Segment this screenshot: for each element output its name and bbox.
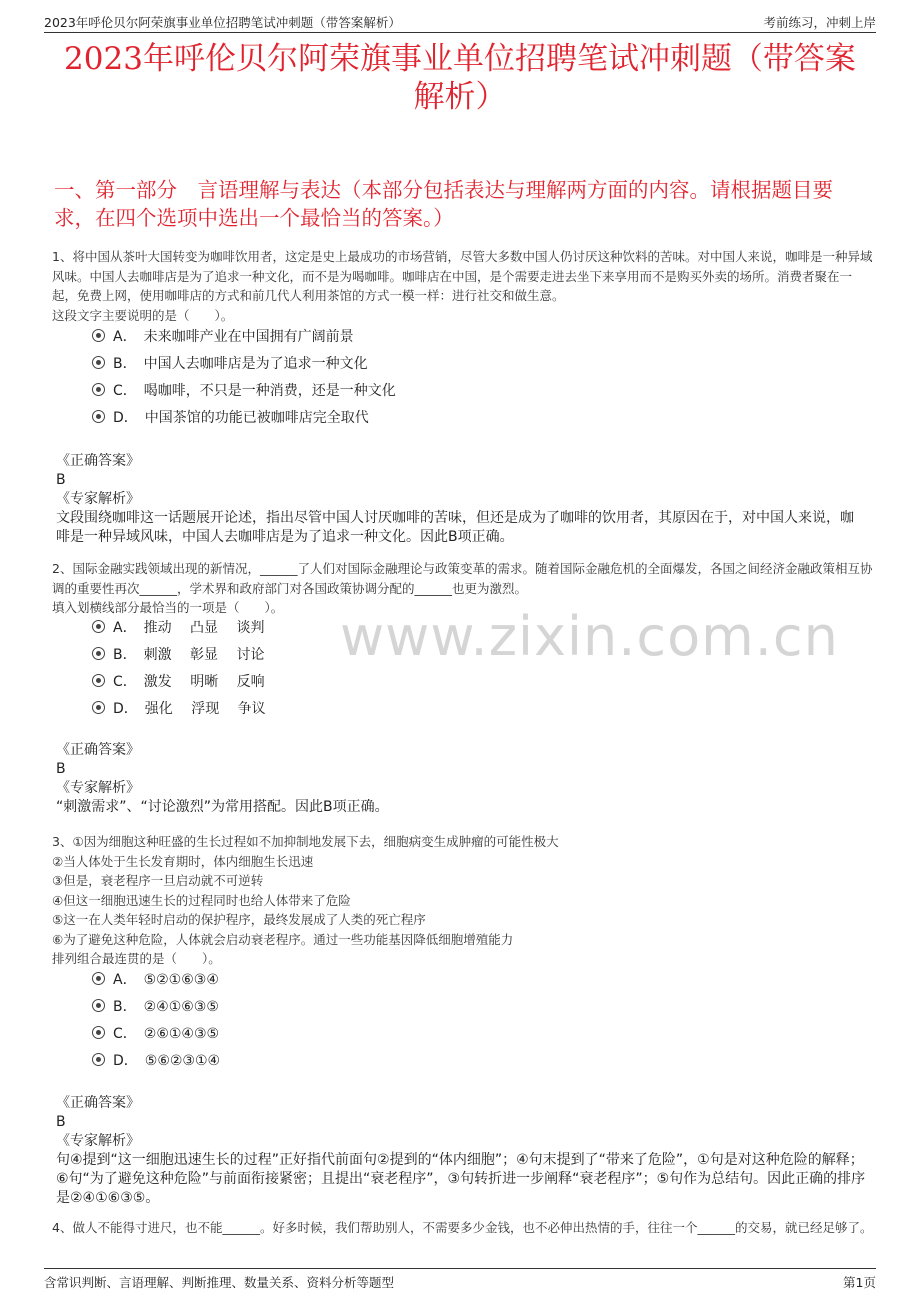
analysis-label: 《专家解析》	[56, 491, 140, 507]
page-number: 第1页	[843, 1275, 876, 1290]
q2-option-c[interactable]	[92, 672, 265, 692]
section-heading: 一、第一部分 言语理解与表达（本部分包括表达与理解两方面的内容。请根据题目要求，在四个选项中选出一个最恰当的答案。）	[54, 178, 833, 230]
option-label: D． 中国茶馆的功能已被咖啡店完全取代	[113, 410, 369, 426]
page-footer	[44, 1268, 876, 1291]
stem-line: ⑤这一在人类年轻时启动的保护程序，最终发展成了人类的死亡程序	[52, 912, 426, 927]
option-label: C． 喝咖啡，不只是一种消费，还是一种文化	[113, 383, 396, 399]
answer-value: B	[56, 761, 66, 777]
answer-label: 《正确答案》	[56, 742, 140, 758]
q2-answer-block	[56, 741, 866, 817]
answer-label: 《正确答案》	[56, 1095, 140, 1111]
q1-option-d[interactable]	[92, 408, 369, 428]
radio-icon[interactable]	[92, 647, 105, 660]
question-stem-text: 1、将中国从茶叶大国转变为咖啡饮用者，这定是史上最成功的市场营销，尽管大多数中国人仍讨厌这种饮料的苦味。对中国人来说，咖啡是一种异域风味。中国人去咖啡店是为了追求一种文化，而不是为喝咖啡。咖啡店在中国，是个需要走进去坐下来享用而不是购买外卖的场所。消费者聚在一起，免费上网，使用咖啡店的方式和前几代人利用茶馆的方式一模一样：进行社交和做生意。	[52, 249, 873, 303]
question-3-stem	[52, 832, 874, 969]
header-slogan: 考前练习，冲刺上岸	[763, 15, 876, 30]
option-label: B． 中国人去咖啡店是为了追求一种文化	[113, 356, 368, 372]
q1-option-a[interactable]	[92, 327, 354, 347]
q1-answer-block	[56, 452, 866, 547]
q3-answer-block	[56, 1094, 866, 1208]
radio-icon[interactable]	[92, 356, 105, 369]
q3-option-c[interactable]	[92, 1024, 219, 1044]
q3-option-b[interactable]	[92, 997, 219, 1017]
answer-value: B	[56, 1114, 66, 1130]
question-stem-text: 2、国际金融实践领域出现的新情况，______了人们对国际金融理论与政策变革的需求。随着国际金融危机的全面爆发，各国之间经济金融政策相互协调的重要性再次______，学术界和政府部门对各国政策协调分配的______也更为激烈。	[52, 561, 873, 596]
option-label: A． 未来咖啡产业在中国拥有广阔前景	[113, 329, 354, 345]
stem-line: ⑥为了避免这种危险，人体就会启动衰老程序。通过一些功能基因降低细胞增殖能力	[52, 931, 514, 947]
option-label: D． ⑤⑥②③①④	[113, 1053, 221, 1069]
q2-option-d[interactable]	[92, 699, 266, 719]
question-prompt: 这段文字主要说明的是（ ）。	[52, 307, 234, 323]
option-label: C． ②⑥①④③⑤	[113, 1026, 220, 1042]
stem-line: ③但是，衰老程序一旦启动就不可逆转	[52, 873, 264, 888]
radio-icon[interactable]	[92, 383, 105, 396]
question-prompt: 排列组合最连贯的是（ ）。	[52, 951, 221, 966]
option-label: B． 刺激 彰显 讨论	[113, 647, 265, 663]
radio-icon[interactable]	[92, 410, 105, 423]
radio-icon[interactable]	[92, 620, 105, 633]
radio-icon[interactable]	[92, 674, 105, 687]
page-header	[44, 10, 876, 33]
radio-icon[interactable]	[92, 329, 105, 342]
option-label: B． ②④①⑥③⑤	[113, 999, 219, 1015]
analysis-text: “刺激需求”、“讨论激烈”为常用搭配。因此B项正确。	[56, 799, 389, 815]
stem-line: 3、①因为细胞这种旺盛的生长过程如不加抑制地发展下去，细胞病变生成肿瘤的可能性极大	[52, 834, 559, 849]
answer-value: B	[56, 472, 66, 488]
radio-icon[interactable]	[92, 999, 105, 1012]
radio-icon[interactable]	[92, 972, 105, 985]
analysis-text: 句④提到“这一细胞迅速生长的过程”正好指代前面句②提到的“体内细胞”；④句末提到了“带来了危险”，①句是对这种危险的解释；⑥句“为了避免这种危险”与前面衔接紧密；且提出“衰老程序”，③句转折进一步阐释“衰老程序”；⑤句作为总结句。因此正确的排序是②④①⑥③⑤。	[56, 1152, 866, 1206]
q2-option-a[interactable]	[92, 618, 264, 638]
stem-line: ④但这一细胞迅速生长的过程同时也给人体带来了危险	[52, 892, 351, 908]
document-title: 2023年呼伦贝尔阿荣旗事业单位招聘笔试冲刺题（带答案解析）	[64, 41, 856, 115]
analysis-label: 《专家解析》	[56, 780, 140, 796]
analysis-label: 《专家解析》	[56, 1133, 140, 1149]
q1-option-b[interactable]	[92, 354, 368, 374]
q2-option-b[interactable]	[92, 645, 265, 665]
q3-option-d[interactable]	[92, 1051, 220, 1071]
radio-icon[interactable]	[92, 1026, 105, 1039]
question-4-stem	[52, 1218, 874, 1238]
option-label: A． ⑤②①⑥③④	[113, 972, 219, 988]
q1-option-c[interactable]	[92, 381, 396, 401]
question-prompt: 填入划横线部分最恰当的一项是（ ）。	[52, 600, 284, 615]
footer-description: 含常识判断、言语理解、判断推理、数量关系、资料分析等题型	[44, 1275, 395, 1290]
header-doc-title: 2023年呼伦贝尔阿荣旗事业单位招聘笔试冲刺题（带答案解析）	[44, 15, 401, 30]
stem-line: ②当人体处于生长发育期时，体内细胞生长迅速	[52, 853, 314, 869]
option-label: C． 激发 明晰 反响	[113, 674, 265, 690]
analysis-text: 文段围绕咖啡这一话题展开论述，指出尽管中国人讨厌咖啡的苦味，但还是成为了咖啡的饮用者，其原因在于，对中国人来说，咖啡是一种异域风味，中国人去咖啡店是为了追求一种文化。因此B项正确。	[56, 510, 854, 545]
radio-icon[interactable]	[92, 701, 105, 714]
question-stem-text: 4、做人不能得寸进尺，也不能______。好多时候，我们帮助别人，不需要多少金钱，也不必伸出热情的手，往往一个______的交易，就已经足够了。	[52, 1220, 873, 1235]
option-label: A． 推动 凸显 谈判	[113, 620, 265, 636]
option-label: D． 强化 浮现 争议	[113, 701, 266, 717]
q3-option-a[interactable]	[92, 970, 219, 990]
question-1-stem	[52, 247, 874, 325]
watermark: www.zixin.com.cn	[340, 605, 839, 668]
radio-icon[interactable]	[92, 1053, 105, 1066]
answer-label: 《正确答案》	[56, 453, 140, 469]
